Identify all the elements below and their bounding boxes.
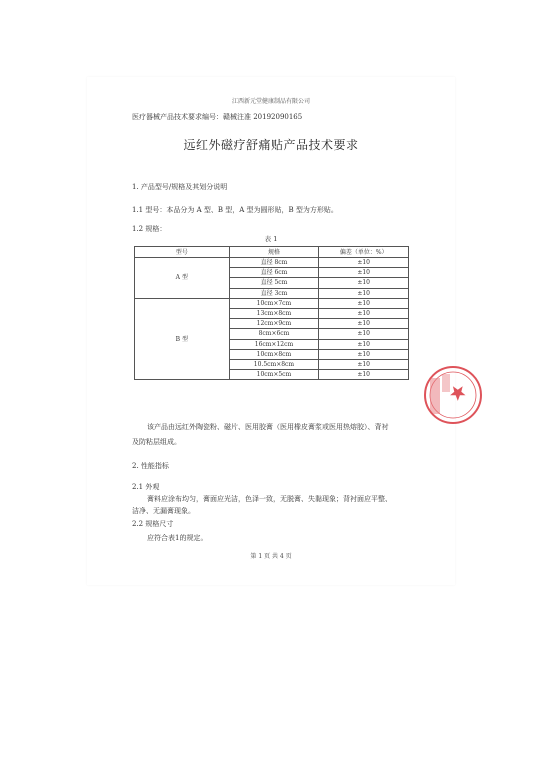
section-2-heading: 2. 性能指标 (132, 462, 169, 470)
table-cell-dev: ±10 (319, 268, 409, 278)
section-2-2-heading: 2.2 规格尺寸 (132, 520, 174, 528)
section-2-1-heading: 2.1 外观 (132, 483, 160, 491)
table-cell-spec: 12cm×9cm (229, 319, 319, 329)
table-cell-spec: 10.5cm×8cm (229, 359, 319, 369)
table-cell-spec: 直径 3cm (229, 288, 319, 298)
table-cell-spec: 直径 6cm (229, 268, 319, 278)
requirement-number: 医疗器械产品技术要求编号：赣械注准 20192090165 (132, 113, 303, 121)
appearance-line-1: 膏料应涂布均匀，膏面应光洁，色泽一致，无脱膏、失黏现象；背衬面应平整、 (147, 495, 392, 503)
composition-line-2: 及防粘层组成。 (132, 438, 181, 446)
table-cell-dev: ±10 (319, 319, 409, 329)
table-cell-spec: 16cm×12cm (229, 339, 319, 349)
spec-table (134, 246, 409, 380)
table-cell-dev: ±10 (319, 298, 409, 308)
table-row (135, 298, 409, 308)
appearance-line-2: 洁净、无漏膏现象。 (132, 507, 195, 515)
group-a-label: A 型 (135, 258, 230, 299)
table-cell-spec: 直径 8cm (229, 258, 319, 268)
table-caption: 表 1 (264, 235, 278, 243)
table-cell-spec: 10cm×5cm (229, 370, 319, 380)
table-cell-dev: ±10 (319, 329, 409, 339)
table-cell-dev: ±10 (319, 370, 409, 380)
company-seal (424, 366, 482, 424)
table-header-row (135, 247, 409, 258)
composition-line-1: 该产品由远红外陶瓷粉、磁片、医用胶膏（医用橡皮膏浆或医用热熔胶）、背衬 (147, 423, 389, 431)
table-cell-spec: 8cm×6cm (229, 329, 319, 339)
table-cell-spec: 10cm×7cm (229, 298, 319, 308)
company-name: 江西新元堂健康制品有限公司 (231, 98, 310, 105)
table-cell-dev: ±10 (319, 288, 409, 298)
table-cell-dev: ±10 (319, 339, 409, 349)
header-model: 型号 (135, 247, 230, 258)
size-requirement-text: 应符合表1的规定。 (147, 534, 208, 542)
section-1-1-text: 1.1 型号：本品分为 A 型、B 型，A 型为圆形贴，B 型为方形贴。 (132, 206, 338, 214)
table-cell-dev: ±10 (319, 349, 409, 359)
header-deviation: 偏差（单位：%） (319, 247, 409, 258)
table-cell-spec: 直径 5cm (229, 278, 319, 288)
seal-graphic (426, 368, 480, 422)
document-title: 远红外磁疗舒痛贴产品技术要求 (183, 138, 359, 152)
table-cell-dev: ±10 (319, 278, 409, 288)
group-b-label: B 型 (135, 298, 230, 380)
table-row (135, 258, 409, 268)
document-page (87, 77, 455, 585)
section-1-2-heading: 1.2 规格： (132, 225, 167, 233)
section-1-heading: 1. 产品型号/规格及其划分说明 (132, 183, 228, 191)
page-footer: 第 1 页 共 4 页 (250, 553, 292, 560)
header-spec: 规格 (229, 247, 319, 258)
table-cell-dev: ±10 (319, 258, 409, 268)
table-cell-dev: ±10 (319, 308, 409, 318)
table-cell-dev: ±10 (319, 359, 409, 369)
table-cell-spec: 13cm×8cm (229, 308, 319, 318)
table-cell-spec: 10cm×8cm (229, 349, 319, 359)
